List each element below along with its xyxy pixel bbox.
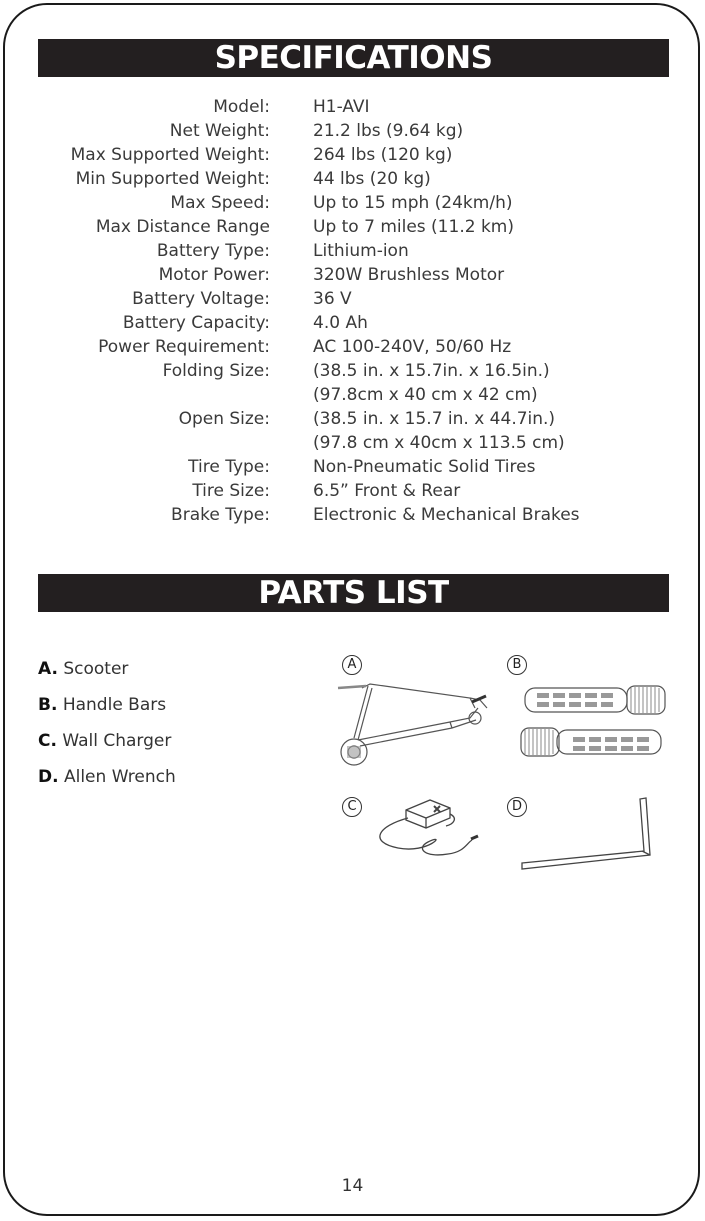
spec-row xyxy=(0,335,705,359)
spec-value: 320W Brushless Motor xyxy=(313,265,505,285)
part-letter: C. xyxy=(38,731,57,751)
spec-label: Tire Size: xyxy=(192,481,270,501)
spec-row xyxy=(0,407,705,431)
part-letter: A. xyxy=(38,659,58,679)
spec-row xyxy=(0,455,705,479)
spec-label: Folding Size: xyxy=(162,361,270,381)
spec-label: Battery Type: xyxy=(156,241,270,261)
specifications-table xyxy=(0,95,705,527)
spec-label: Tire Type: xyxy=(188,457,270,477)
spec-value: AC 100-240V, 50/60 Hz xyxy=(313,337,512,357)
spec-row xyxy=(0,383,705,407)
spec-value: 264 lbs (120 kg) xyxy=(313,145,453,165)
spec-value: 4.0 Ah xyxy=(313,313,368,333)
part-item-handle-bars xyxy=(38,691,176,727)
part-name: Scooter xyxy=(63,659,129,679)
part-name: Handle Bars xyxy=(62,695,167,715)
part-item-wall-charger xyxy=(38,727,176,763)
spec-label: Max Distance Range xyxy=(95,217,270,237)
spec-row xyxy=(0,95,705,119)
wall-charger-illustration xyxy=(368,792,480,864)
spec-row xyxy=(0,431,705,455)
spec-row xyxy=(0,167,705,191)
spec-row xyxy=(0,263,705,287)
spec-row xyxy=(0,143,705,167)
illustration-label-d: D xyxy=(507,797,527,817)
handle-bars-illustration xyxy=(517,680,669,770)
spec-label: Max Supported Weight: xyxy=(70,145,270,165)
spec-label: Net Weight: xyxy=(169,121,270,141)
page-number: 14 xyxy=(341,1176,364,1196)
spec-value: Up to 15 mph (24km/h) xyxy=(313,193,513,213)
part-item-scooter xyxy=(38,655,176,691)
part-letter: D. xyxy=(38,767,59,787)
spec-label: Battery Voltage: xyxy=(132,289,270,309)
spec-label: Max Speed: xyxy=(170,193,270,213)
spec-row xyxy=(0,239,705,263)
spec-value: (38.5 in. x 15.7in. x 16.5in.) xyxy=(313,361,550,381)
spec-label: Open Size: xyxy=(178,409,270,429)
illustration-label-a: A xyxy=(342,655,362,675)
spec-label: Power Requirement: xyxy=(98,337,270,357)
spec-value: (97.8 cm x 40cm x 113.5 cm) xyxy=(313,433,565,453)
spec-label: Battery Capacity: xyxy=(122,313,270,333)
spec-value: Up to 7 miles (11.2 km) xyxy=(313,217,514,237)
spec-value: 21.2 lbs (9.64 kg) xyxy=(313,121,464,141)
spec-row xyxy=(0,191,705,215)
spec-row xyxy=(0,119,705,143)
part-name: Wall Charger xyxy=(62,731,172,751)
spec-value: Electronic & Mechanical Brakes xyxy=(313,505,580,525)
spec-value: 36 V xyxy=(313,289,352,309)
part-item-allen-wrench xyxy=(38,763,176,799)
spec-row xyxy=(0,311,705,335)
spec-label: Model: xyxy=(213,97,270,117)
part-letter: B. xyxy=(38,695,58,715)
spec-row xyxy=(0,479,705,503)
part-name: Allen Wrench xyxy=(63,767,176,787)
spec-label: Min Supported Weight: xyxy=(75,169,270,189)
spec-row xyxy=(0,287,705,311)
spec-row xyxy=(0,359,705,383)
spec-value: Lithium-ion xyxy=(313,241,409,261)
spec-value: (38.5 in. x 15.7 in. x 44.7in.) xyxy=(313,409,556,429)
illustration-label-c: C xyxy=(342,797,362,817)
scooter-illustration xyxy=(330,678,495,770)
spec-row xyxy=(0,503,705,527)
allen-wrench-illustration xyxy=(518,795,660,875)
illustration-label-b: B xyxy=(507,655,527,675)
spec-label: Brake Type: xyxy=(171,505,270,525)
spec-value: Non-Pneumatic Solid Tires xyxy=(313,457,536,477)
spec-value: (97.8cm x 40 cm x 42 cm) xyxy=(313,385,538,405)
spec-value: 6.5” Front & Rear xyxy=(313,481,461,501)
parts-list xyxy=(38,655,176,799)
parts-list-heading: PARTS LIST xyxy=(38,574,669,612)
specifications-heading: SPECIFICATIONS xyxy=(38,39,669,77)
spec-row xyxy=(0,215,705,239)
spec-label: Motor Power: xyxy=(158,265,270,285)
spec-value: 44 lbs (20 kg) xyxy=(313,169,431,189)
spec-value: H1-AVI xyxy=(313,97,370,117)
